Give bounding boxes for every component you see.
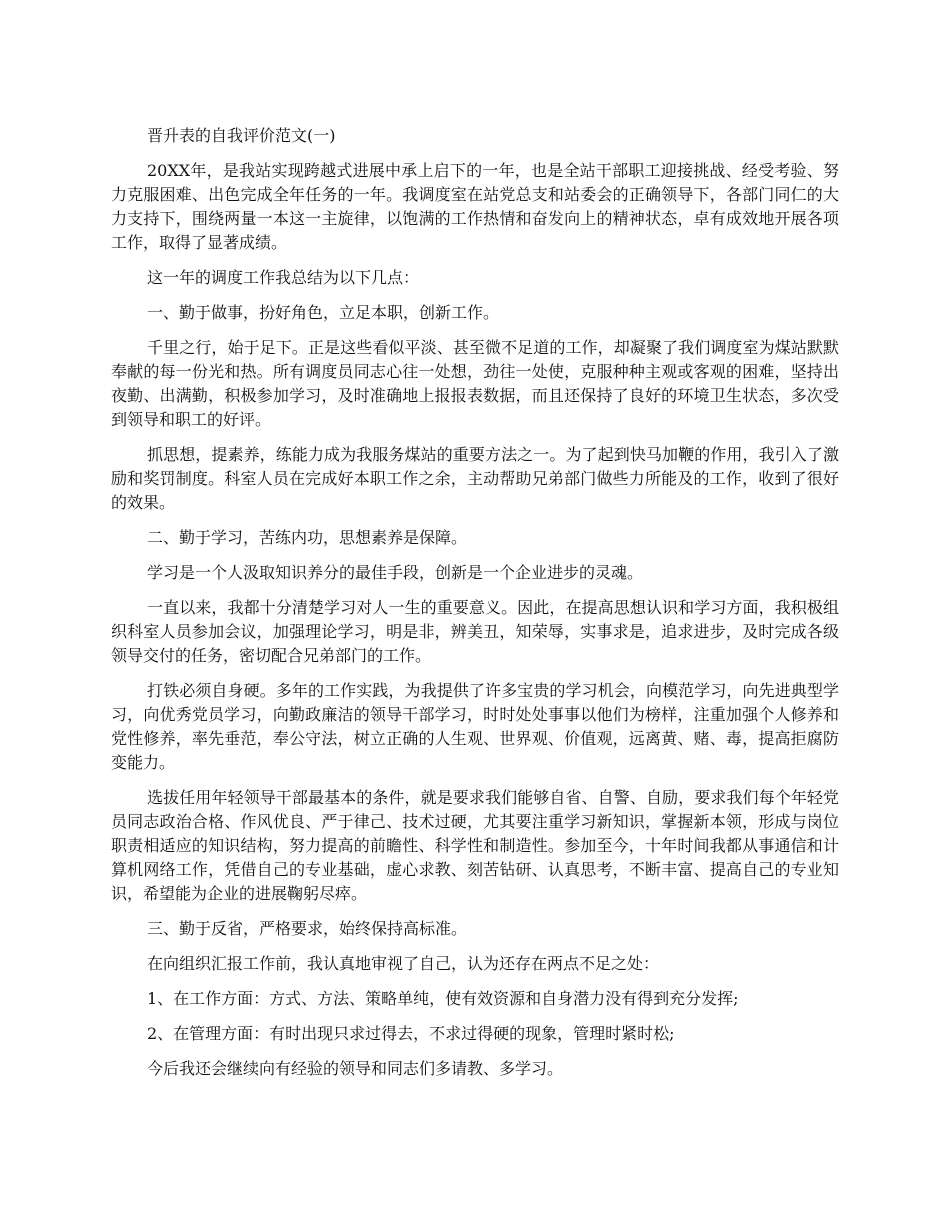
- section-heading: 一、勤于做事，扮好角色，立足本职，创新工作。: [147, 303, 500, 322]
- document-title: 晋升表的自我评价范文(一): [147, 126, 336, 145]
- list-item: 2、在管理方面：有时出现只求过得去，不求过得硬的现象，管理时紧时松;: [147, 1024, 675, 1043]
- paragraph: 打铁必须自身硬。多年的工作实践，为我提供了许多宝贵的学习机会，向模范学习，向先进典型学习，向优秀党员学习，向勤政廉洁的领导干部学习，时时处处事事以他们为榜样，注重加强个人修养和党性修养，率先垂范，奉公守法，树立正确的人生观、世界观、价值观，远离黄、赌、毒，提高拒腐防变能力。: [111, 681, 839, 772]
- paragraph: 这一年的调度工作我总结为以下几点：: [147, 268, 420, 287]
- paragraph: 抓思想，提素养，练能力成为我服务煤站的重要方法之一。为了起到快马加鞭的作用，我引入了激励和奖罚制度。科室人员在完成好本职工作之余，主动帮助兄弟部门做些力所能及的工作，收到了很好的效果。: [111, 445, 839, 512]
- paragraph: 20XX年，是我站实现跨越式进展中承上启下的一年，也是全站干部职工迎接挑战、经受考验、努力克服困难、出色完成全年任务的一年。我调度室在站党总支和站委会的正确领导下，各部门同仁的大力支持下，围绕两量一本这一主旋律，以饱满的工作热情和奋发向上的精神状态，卓有成效地开展各项工作，取得了显著成绩。: [111, 161, 839, 252]
- paragraph: 一直以来，我都十分清楚学习对人一生的重要意义。因此，在提高思想认识和学习方面，我积极组织科室人员参加会议，加强理论学习，明是非，辨美丑，知荣辱，实事求是，追求进步，及时完成各级领导交付的任务，密切配合兄弟部门的工作。: [111, 598, 839, 665]
- list-item: 1、在工作方面：方式、方法、策略单纯，使有效资源和自身潜力没有得到充分发挥;: [147, 989, 739, 1008]
- paragraph: 今后我还会继续向有经验的领导和同志们多请教、多学习。: [147, 1059, 564, 1078]
- document-body: [111, 124, 839, 1092]
- paragraph: 千里之行，始于足下。正是这些看似平淡、甚至微不足道的工作，却凝聚了我们调度室为煤站默默奉献的每一份光和热。所有调度员同志心往一处想，劲往一处使，克服种种主观或客观的困难，坚持出夜勤、出满勤，积极参加学习，及时准确地上报报表数据，而且还保持了良好的环境卫生状态，多次受到领导和职工的好评。: [111, 338, 839, 429]
- paragraph: 学习是一个人汲取知识养分的最佳手段，创新是一个企业进步的灵魂。: [147, 563, 644, 582]
- paragraph: 选拔任用年轻领导干部最基本的条件，就是要求我们能够自省、自警、自励，要求我们每个年轻党员同志政治合格、作风优良、严于律己、技术过硬，尤其要注重学习新知识，掌握新本领，形成与岗位职责相适应的知识结构，努力提高的前瞻性、科学性和制造性。参加至今，十年时间我都从事通信和计算机网络工作，凭借自己的专业基础，虚心求教、刻苦钻研、认真思考，不断丰富、提高自己的专业知识，希望能为企业的进展鞠躬尽瘁。: [111, 788, 839, 903]
- paragraph: 在向组织汇报工作前，我认真地审视了自己，认为还存在两点不足之处：: [147, 954, 660, 973]
- section-heading: 二、勤于学习，苦练内功，思想素养是保障。: [147, 528, 468, 547]
- section-heading: 三、勤于反省，严格要求，始终保持高标准。: [147, 919, 468, 938]
